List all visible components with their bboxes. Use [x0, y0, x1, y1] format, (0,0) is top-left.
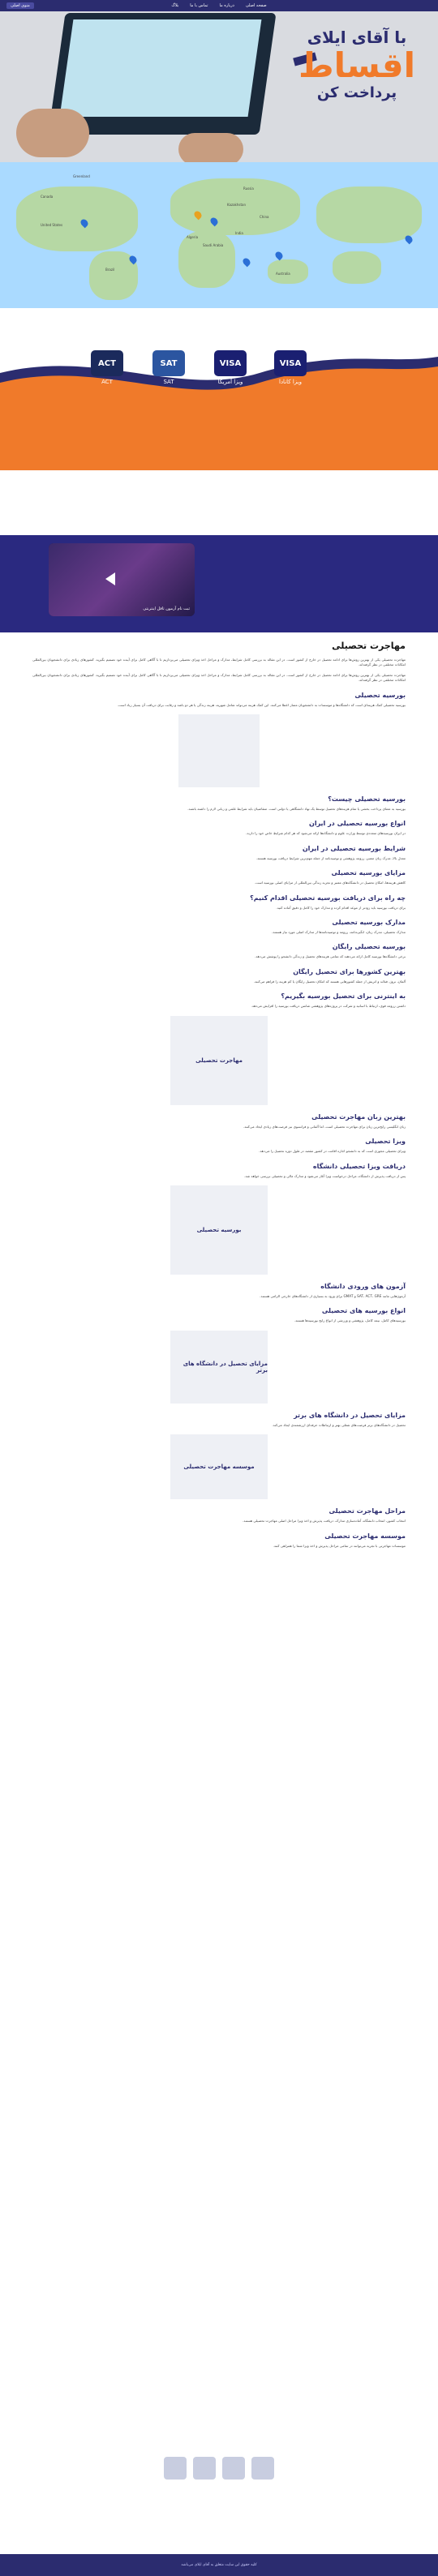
- section-heading: آزمون های ورودی دانشگاه: [320, 1282, 406, 1290]
- section-text: بورسیه به معنای پرداخت بخشی یا تمام هزینه‌های تحصیل توسط یک نهاد دانشگاهی یا دولتی است. متقاضیان باید شرایط علمی و زبانی لازم را داشته باشند.: [187, 807, 406, 812]
- section-text: زبان انگلیسی رایج‌ترین زبان برای مهاجرت تحصیلی است، اما آلمانی و فرانسوی نیز فرصت‌های زیادی ایجاد می‌کنند.: [243, 1124, 406, 1129]
- card-sat[interactable]: [146, 350, 191, 391]
- card-caption: ACT: [101, 379, 113, 385]
- section-text: آزمون‌هایی مانند SAT، ACT، GRE و GMAT برای ورود به بسیاری از دانشگاه‌های خارجی الزامی هستند.: [260, 1293, 406, 1298]
- promo-line: پرداخت کن: [316, 84, 397, 101]
- promo-headline: اقساط: [298, 45, 416, 85]
- map-label: Saudi Arabia: [203, 243, 224, 247]
- video-section: [0, 535, 438, 632]
- top-navigation: [0, 0, 438, 11]
- article-intro: مهاجرت تحصیلی یکی از بهترین روش‌ها برای ادامه تحصیل در خارج از کشور است. در این مقاله به بررسی کامل شرایط، مدارک و مراحل اخذ ویزای تحصیلی می‌پردازیم تا با آگاهی کامل برای آینده خود تصمیم بگیرید. کشورهای زیادی برای دانشجویان بین‌المللی امکانات مختلفی در نظر گرفته‌اند.: [32, 672, 406, 683]
- card-visa-usa[interactable]: [208, 350, 253, 391]
- card-act[interactable]: [84, 350, 130, 391]
- related-post-thumbnail[interactable]: [193, 2457, 216, 2480]
- card-caption: ویزا آمریکا: [217, 379, 243, 385]
- card-caption: ویزا کانادا: [279, 379, 302, 385]
- continent-asia-right: [316, 186, 422, 243]
- section-heading: بهترین کشورها برای تحصیل رایگان: [293, 967, 406, 975]
- map-label: Greenland: [73, 174, 90, 178]
- service-cards-section: [0, 308, 438, 470]
- section-text: کاهش هزینه‌ها، امکان تحصیل در دانشگاه‌های معتبر و تجربه زندگی بین‌المللی از مزایای اصلی بورسیه است.: [254, 881, 406, 885]
- section-text: انتخاب کشور، انتخاب دانشگاه، آماده‌سازی مدارک، دریافت پذیرش و اخذ ویزا مراحل اصلی مهاجرت تحصیلی هستند.: [243, 1519, 406, 1524]
- hand-image: [178, 133, 243, 162]
- map-pin-icon[interactable]: [404, 234, 414, 245]
- figure-caption: مهاجرت تحصیلی: [195, 1057, 243, 1064]
- section-heading: انواع بورسیه تحصیلی در ایران: [309, 820, 406, 828]
- card-visa-canada[interactable]: [268, 350, 313, 391]
- hand-image: [16, 109, 89, 157]
- section-heading: مزایای بورسیه تحصیلی: [331, 869, 406, 877]
- card-caption: SAT: [163, 379, 174, 385]
- section-text: برای دریافت بورسیه باید زودتر از موعد اقدام کرده و مدارک خود را کامل و دقیق آماده کنید.: [276, 905, 406, 910]
- section-text: مدارک تحصیلی، مدرک زبان، انگیزه‌نامه، رزومه و توصیه‌نامه‌ها از مدارک اصلی مورد نیاز هستند.: [271, 930, 406, 935]
- related-post-thumbnail[interactable]: [222, 2457, 245, 2480]
- act-logo-icon: ACT: [91, 350, 123, 376]
- figure-mohajerat: [170, 1016, 268, 1105]
- continent-north-america: [16, 186, 138, 251]
- map-label: China: [260, 215, 269, 219]
- nav-item-home[interactable]: صفحه اصلی: [245, 3, 267, 8]
- section-text: پس از دریافت پذیرش از دانشگاه، مراحل درخواست ویزا آغاز می‌شود و مدارک مالی و تحصیلی بررسی خواهد شد.: [244, 1173, 406, 1178]
- section-text: بورسیه‌های کامل، نیمه کامل، پژوهشی و ورزشی از انواع رایج بورسیه‌ها هستند.: [294, 1318, 406, 1323]
- section-heading: دریافت ویزا تحصیلی دانشگاه: [312, 1162, 406, 1170]
- section-heading: موسسه مهاجرت تحصیلی: [324, 1532, 406, 1540]
- figure-graduation-image: [178, 714, 260, 787]
- figure-top-universities: [170, 1331, 268, 1404]
- section-text: موسسات مهاجرتی با تجربه می‌توانند در تمامی مراحل پذیرش و اخذ ویزا شما را همراهی کنند.: [273, 1543, 406, 1548]
- map-label: Canada: [41, 195, 54, 199]
- figure-bourse: [170, 1185, 268, 1275]
- section-text: بورسیه تحصیلی کمک هزینه‌ای است که دانشگاه‌ها و موسسات به دانشجویان ممتاز اعطا می‌کنند. این کمک هزینه می‌تواند شامل شهریه، هزینه زندگی یا هر دو باشد و رقابت برای دریافت آن بسیار زیاد است.: [117, 702, 406, 707]
- video-thumbnail: [49, 543, 195, 616]
- map-label: India: [235, 231, 243, 235]
- map-label: United States: [41, 223, 63, 227]
- section-heading: ویزا تحصیلی: [365, 1138, 406, 1146]
- article-title: مهاجرت تحصیلی: [332, 641, 406, 651]
- section-heading: چه راه برای دریافت بورسیه تحصیلی اقدام کنیم؟: [250, 894, 406, 902]
- figure-caption: بورسیه تحصیلی: [196, 1226, 242, 1233]
- map-label: Algeria: [187, 235, 199, 239]
- related-post-thumbnail[interactable]: [164, 2457, 187, 2480]
- map-pin-icon[interactable]: [242, 257, 252, 268]
- nav-item-contact[interactable]: تماس با ما: [190, 3, 208, 8]
- world-map[interactable]: [0, 162, 438, 308]
- video-player[interactable]: [49, 543, 195, 616]
- continent-africa: [178, 231, 235, 288]
- section-text: آلمان، نروژ، فنلاند و اتریش از جمله کشورهایی هستند که امکان تحصیل رایگان یا کم هزینه را فراهم می‌کنند.: [253, 979, 406, 984]
- installment-promo: [284, 28, 430, 141]
- article-intro: مهاجرت تحصیلی یکی از بهترین روش‌ها برای ادامه تحصیل در خارج از کشور است. در این مقاله به بررسی کامل شرایط، مدارک و مراحل اخذ ویزای تحصیلی می‌پردازیم تا با آگاهی کامل برای آینده خود تصمیم بگیرید. کشورهای زیادی برای دانشجویان بین‌المللی امکانات مختلفی در نظر گرفته‌اند.: [32, 658, 406, 667]
- section-heading: بورسیه تحصیلی: [354, 691, 406, 699]
- section-heading: مزایای تحصیل در دانشگاه های برتر: [294, 1411, 406, 1419]
- site-footer: [0, 2554, 438, 2576]
- laptop-screen: [60, 19, 262, 117]
- section-heading: بورسیه تحصیلی رایگان: [332, 943, 406, 951]
- play-icon[interactable]: [105, 572, 115, 585]
- section-heading: مراحل مهاجرت تحصیلی: [328, 1507, 406, 1515]
- visa-logo-icon: VISA: [274, 350, 307, 376]
- promo-line: با آقای ایلای: [307, 28, 407, 47]
- section-heading: شرایط بورسیه تحصیلی در ایران: [302, 844, 406, 852]
- section-text: معدل بالا، مدرک زبان معتبر، رزومه پژوهشی و توصیه‌نامه از جمله مهم‌ترین شرایط دریافت بورسیه هستند.: [256, 855, 406, 860]
- figure-caption: مزایای تحصیل در دانشگاه های برتر: [182, 1360, 268, 1374]
- figure-caption: موسسه مهاجرت تحصیلی: [183, 1464, 255, 1471]
- section-heading: انواع بورسیه های تحصیلی: [321, 1307, 406, 1315]
- section-text: داشتن رزومه قوی، ارتباط با اساتید و شرکت در پروژه‌های پژوهشی شانس دریافت بورسیه را افزایش می‌دهد.: [251, 1004, 406, 1009]
- nav-item-blog[interactable]: بلاگ: [171, 3, 179, 8]
- section-text: ویزای تحصیلی مجوزی است که به دانشجو اجازه اقامت در کشور مقصد در طول دوره تحصیل را می‌دهد.: [259, 1149, 406, 1154]
- section-heading: بهترین زبان مهاجرت تحصیلی: [311, 1112, 406, 1121]
- section-text: تحصیل در دانشگاه‌های برتر فرصت‌های شغلی بهتر و ارتباطات حرفه‌ای ارزشمندی ایجاد می‌کند.: [272, 1422, 406, 1427]
- video-caption: ثبت نام آزمون تافل اینترنتی: [143, 606, 190, 611]
- map-label: Russia: [243, 186, 254, 191]
- figure-institute: [170, 1434, 268, 1499]
- article-body: [32, 641, 406, 1554]
- section-heading: به اینترنی برای تحصیل بورسیه بگیریم؟: [281, 992, 406, 1001]
- related-posts: [32, 2457, 406, 2480]
- continent-eurasia: [170, 178, 300, 235]
- main-menu-button[interactable]: منوی اصلی: [6, 2, 34, 9]
- nav-item-about[interactable]: درباره ما: [219, 3, 234, 8]
- footer-copyright: کلیه حقوق این سایت متعلق به آقای ایلای می‌باشد: [181, 2563, 257, 2567]
- section-text: برخی دانشگاه‌ها بورسیه کامل ارائه می‌دهند که تمامی هزینه‌های تحصیل و زندگی دانشجو را پوشش می‌دهد.: [255, 954, 406, 959]
- map-label: Brazil: [105, 268, 115, 272]
- continent-oceania-right: [333, 251, 381, 284]
- map-label: Kazakhstan: [227, 203, 247, 207]
- sat-logo-icon: SAT: [152, 350, 185, 376]
- visa-logo-icon: VISA: [214, 350, 247, 376]
- section-text: در ایران بورسیه‌های متعددی توسط وزارت علوم و دانشگاه‌ها ارائه می‌شود که هر کدام شرایط خاص خود را دارند.: [246, 831, 406, 836]
- hero-banner: [0, 11, 438, 162]
- section-heading: مدارک بورسیه تحصیلی: [332, 919, 406, 927]
- related-post-thumbnail[interactable]: [251, 2457, 274, 2480]
- map-label: Australia: [276, 272, 290, 276]
- section-heading: بورسیه تحصیلی چیست؟: [328, 795, 406, 804]
